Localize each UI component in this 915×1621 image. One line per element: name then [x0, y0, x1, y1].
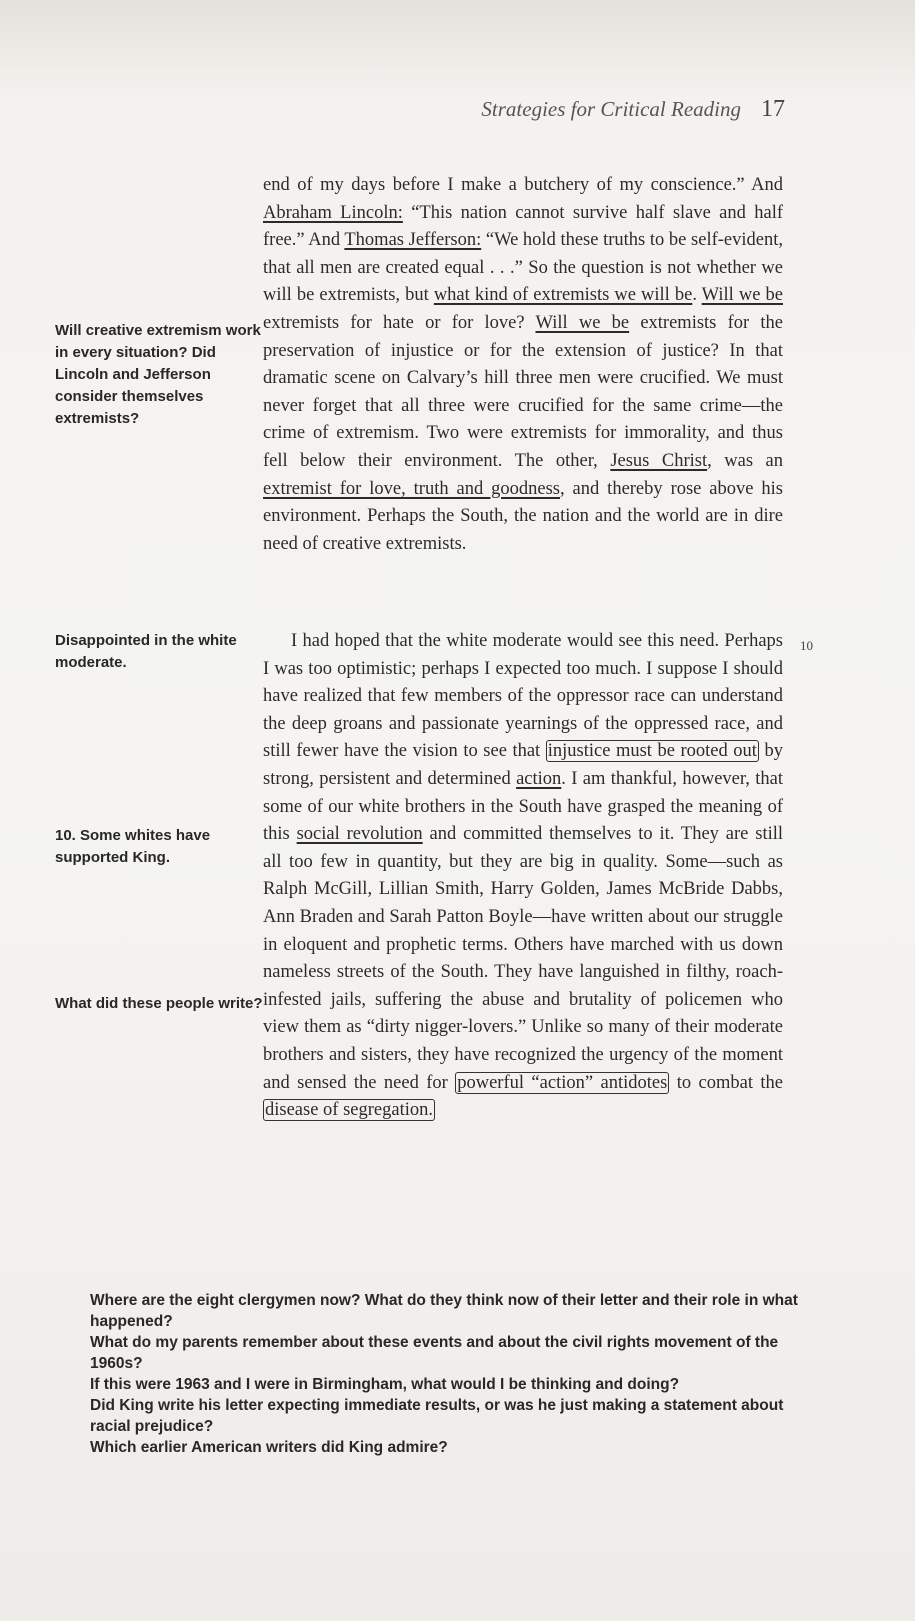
p2-bracket-disease: disease of segregation. — [265, 1100, 433, 1121]
p1-underline-lincoln: Abraham Lincoln: — [263, 202, 403, 223]
question-item: What do my parents remember about these events and about the civil rights movement of the 1960s? — [90, 1334, 779, 1372]
page-number: 17 — [761, 96, 785, 122]
running-title: Strategies for Critical Reading — [481, 97, 741, 121]
question-item: Did King write his letter expecting immediate results, or was he just making a statement about racial prejudice? — [90, 1397, 784, 1435]
p1-text-6: extremists for the preservation of injustice or for the extension of justice? In that dramatic scene on Calvary’s hill three men were crucified. We must never forget that all three were crucified for the same crime—the crime of extremism. Two were extremists for immorality, and thus fell below their environment. The other, — [263, 312, 783, 471]
p2-text-4: and committed themselves to it. They are still all too few in quantity, but they are big in quality. Some—such as Ralph McGill, Lillian Smith, Harry Golden, James McBride Dabbs, Ann Braden and Sarah Patton Boyle—have written about our struggle in eloquent and prophetic terms. Others have marched with us down nameless streets of the South. They have languished in filthy, roach-infested jails, suffering the abuse and brutality of policemen who view them as “dirty nigger-lovers.” Unlike so many of their moderate brothers and sisters, they have recognized the urgency of the moment and sensed the need for — [263, 824, 783, 1093]
p2-bracket-injustice: injustice must be rooted out — [547, 741, 757, 762]
reader-questions — [90, 1290, 810, 1458]
p1-text-7: , was an — [707, 450, 784, 471]
p1-text-3: “We hold these truths to be self-evident, that all men are created equal . . .” So the question is not whether we will be extremists, but — [263, 230, 783, 306]
p1-underline-kind-of-extremists: what kind of extremists we will be — [433, 285, 693, 306]
p2-text-2: by strong, persistent and determined — [263, 741, 783, 789]
p1-text-2: “This nation cannot survive half slave and half free.” And — [263, 202, 784, 251]
p2-underline-action: action — [516, 768, 562, 789]
body-paragraph-2 — [263, 628, 783, 1125]
p1-underline-jesus-christ: Jesus Christ — [610, 450, 708, 471]
p1-text-8: , and thereby rose above his environment. Perhaps the South, the nation and the world are in dire need of creative extremists. — [263, 478, 783, 554]
p1-underline-will-we-be-2: Will we be — [535, 312, 630, 333]
question-item: If this were 1963 and I were in Birmingham, what would I be thinking and doing? — [90, 1376, 680, 1393]
margin-note-some-whites: 10. Some whites have supported King. — [55, 827, 211, 866]
margin-note-what-did-write: What did these people write? — [55, 995, 263, 1012]
p2-text-3: . I am thankful, however, that some of our white brothers in the South have grasped the meaning of this — [263, 768, 784, 845]
p1-underline-jefferson: Thomas Jefferson: — [344, 230, 482, 251]
margin-note-creative-extremism: Will creative extremism work in every situation? Did Lincoln and Jefferson consider themselves extremists? — [55, 322, 261, 427]
question-item: Where are the eight clergymen now? What do they think now of their letter and their role in what happened? — [90, 1292, 798, 1330]
margin-note-disappointed: Disappointed in the white moderate. — [55, 632, 237, 671]
line-number: 10 — [800, 638, 813, 653]
body-paragraph-1 — [263, 172, 783, 558]
p2-text-1: I had hoped that the white moderate would see this need. Perhaps I was too optimistic; perhaps I expected too much. I suppose I should have realized that few members of the oppressor race can understand the deep groans and passionate yearnings of the oppressed race, and still fewer have the vision to see that — [263, 631, 783, 762]
p2-underline-social-revolution: social revolution — [296, 824, 423, 845]
p2-bracket-antidotes: powerful “action” antidotes — [457, 1072, 668, 1093]
p1-text-1: end of my days before I make a butchery of my conscience.” And — [263, 175, 783, 195]
question-item: Which earlier American writers did King admire? — [90, 1439, 448, 1456]
p1-text-5: extremists for hate or for love? — [263, 312, 536, 333]
running-header — [455, 96, 785, 123]
p1-underline-extremist-for-love: extremist for love, truth and goodness — [263, 478, 560, 499]
p2-text-5: to combat the — [669, 1072, 783, 1093]
p1-underline-will-we-be-1: Will we be — [701, 285, 783, 306]
p1-text-4: . — [692, 285, 702, 306]
